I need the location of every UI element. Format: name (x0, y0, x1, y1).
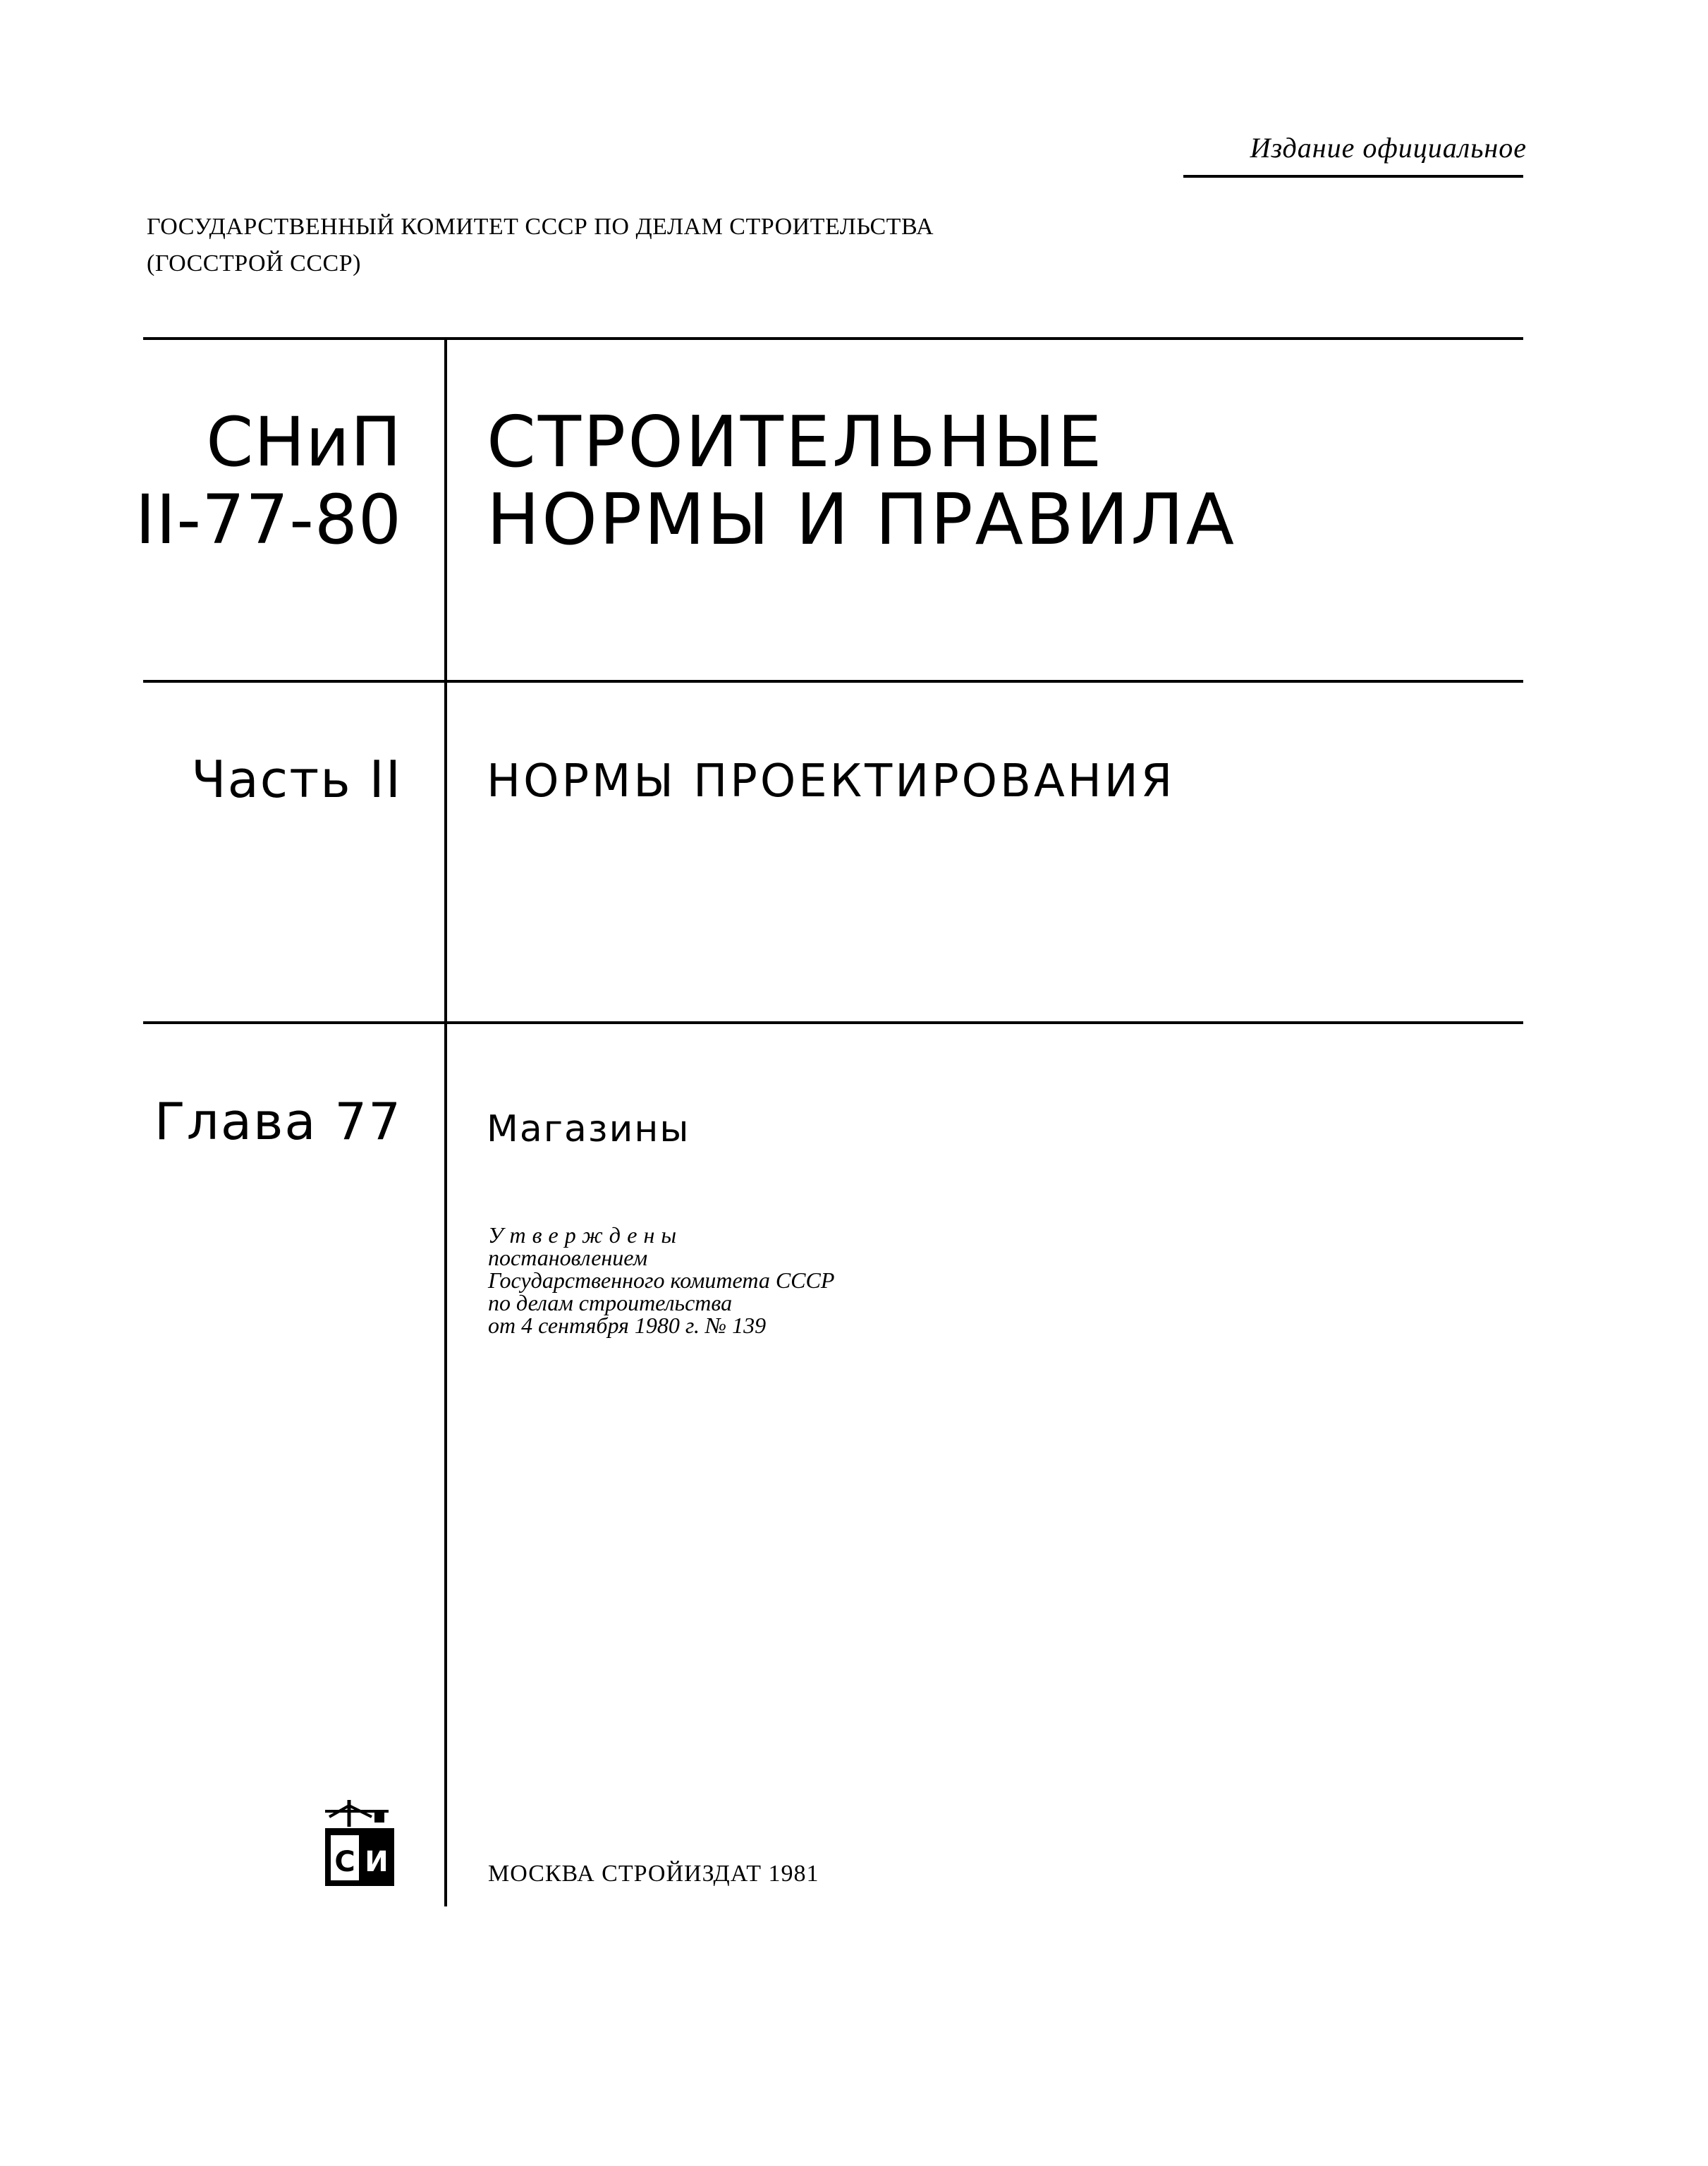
approval-line: Государственного комитета СССР (488, 1267, 835, 1293)
edition-label: Издание официальное (1250, 132, 1527, 164)
document-code (135, 403, 402, 559)
document-title (487, 403, 1236, 559)
approval-line: Утверждены (488, 1222, 683, 1248)
edition-underline (1183, 175, 1523, 178)
document-code-name: СНиП (206, 403, 402, 482)
top-divider (143, 337, 1523, 340)
approval-line: от 4 сентября 1980 г. № 139 (488, 1313, 767, 1338)
approval-line: по делам строительства (488, 1290, 733, 1315)
chapter-divider (143, 1021, 1523, 1024)
approval-line: постановлением (488, 1245, 648, 1270)
part-label: Часть II (191, 750, 402, 809)
column-divider (444, 337, 447, 1906)
logo-letters: С (334, 1846, 355, 1878)
document-code-number: II-77-80 (135, 480, 402, 559)
document-title-line2: НОРМЫ И ПРАВИЛА (487, 478, 1237, 561)
publisher-imprint: МОСКВА СТРОЙИЗДАТ 1981 (488, 1861, 819, 1887)
stroyizdat-logo-icon (321, 1799, 405, 1890)
svg-text:И: И (365, 1846, 389, 1878)
committee-abbreviation: (ГОССТРОЙ СССР) (147, 250, 361, 276)
part-divider (143, 680, 1523, 683)
chapter-title: Магазины (487, 1108, 690, 1150)
committee-name: ГОСУДАРСТВЕННЫЙ КОМИТЕТ СССР ПО ДЕЛАМ СТРОИТЕЛЬСТВА (147, 214, 934, 240)
document-title-line1: СТРОИТЕЛЬНЫЕ (487, 401, 1104, 483)
part-title: НОРМЫ ПРОЕКТИРОВАНИЯ (487, 755, 1176, 808)
approval-note (488, 1224, 834, 1337)
issuing-committee (147, 209, 934, 282)
chapter-label: Глава 77 (154, 1092, 402, 1151)
